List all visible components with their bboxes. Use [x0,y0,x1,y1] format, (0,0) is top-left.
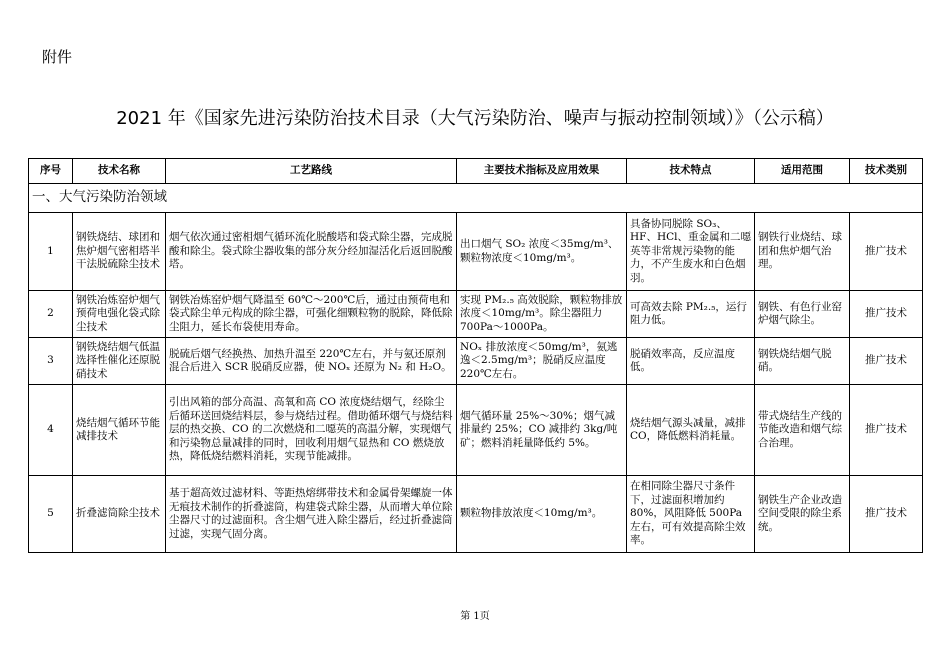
header-route: 工艺路线 [166,159,457,184]
row-name: 钢铁烧结、球团和焦炉烟气密相塔半干法脱硫除尘技术 [73,213,166,291]
row-route: 引出风箱的部分高温、高氧和高 CO 浓度烧结烟气，经除尘后循环送回烧结料层，参与烧结过程。借助循环烟气与烧结料层的热交换、CO 的二次燃烧和二噁英的高温分解，实现烟气和污染物总量减排的同时，回收利用烟气显热和 CO 燃烧放热，降低烧结燃料消耗，实现节能减排。 [166,385,457,476]
technology-table [28,158,923,553]
row-feature: 具备协同脱除 SO₃、HF、HCl、重金属和二噁英等非常规污染物的能力，不产生废水和白色烟羽。 [627,213,755,291]
header-scope: 适用范围 [755,159,850,184]
section-title: 一、大气污染防治领域 [29,184,923,213]
table-row [29,385,923,476]
page-title: 2021 年《国家先进污染防治技术目录（大气污染防治、噪声与振动控制领域）》（公示稿） [116,108,834,129]
table-header-row [29,159,923,184]
row-scope: 钢铁行业烧结、球团和焦炉烟气治理。 [755,213,850,291]
row-effect: NOₓ 排放浓度＜50mg/m³，氨逃逸＜2.5mg/m³；脱硝反应温度 220℃左右。 [457,338,627,385]
row-feature: 可高效去除 PM₂.₅，运行阻力低。 [627,291,755,338]
header-effect: 主要技术指标及应用效果 [457,159,627,184]
row-scope: 带式烧结生产线的节能改造和烟气综合治理。 [755,385,850,476]
row-route: 烟气依次通过密相烟气循环流化脱酸塔和袋式除尘器，完成脱酸和除尘。袋式除尘器收集的部分灰分经加湿活化后返回脱酸塔。 [166,213,457,291]
row-route: 钢铁冶炼窑炉烟气降温至 60℃～200℃后，通过由预荷电和袋式除尘单元构成的除尘器，可强化细颗粒物的脱除，降低除尘阻力，延长布袋使用寿命。 [166,291,457,338]
row-category: 推广技术 [850,291,923,338]
header-feature: 技术特点 [627,159,755,184]
page-number: 第 1页 [460,611,490,622]
row-scope: 钢铁烧结烟气脱硝。 [755,338,850,385]
row-no: 1 [29,213,73,291]
row-category: 推广技术 [850,385,923,476]
row-no: 3 [29,338,73,385]
row-name: 钢铁烧结烟气低温选择性催化还原脱硝技术 [73,338,166,385]
table-row [29,213,923,291]
table-row [29,476,923,553]
row-category: 推广技术 [850,338,923,385]
row-no: 5 [29,476,73,553]
row-scope: 钢铁、有色行业窑炉烟气除尘。 [755,291,850,338]
row-effect: 出口烟气 SO₂ 浓度＜35mg/m³、颗粒物浓度＜10mg/m³。 [457,213,627,291]
row-route: 脱硫后烟气经换热、加热升温至 220℃左右，并与氨还原剂混合后进入 SCR 脱硝反应器，使 NOₓ 还原为 N₂ 和 H₂O。 [166,338,457,385]
row-feature: 脱硝效率高，反应温度低。 [627,338,755,385]
row-route: 基于超高效过滤材料、等距热熔绑带技术和金属骨架螺旋一体无痕技术制作的折叠滤筒，构建袋式除尘器，从而增大单位除尘器尺寸的过滤面积。含尘烟气进入除尘器后，经过折叠滤筒过滤，实现气固分离。 [166,476,457,553]
row-no: 4 [29,385,73,476]
row-effect: 颗粒物排放浓度＜10mg/m³。 [457,476,627,553]
row-no: 2 [29,291,73,338]
annex-label: 附件 [42,48,73,66]
row-name: 钢铁冶炼窑炉烟气预荷电强化袋式除尘技术 [73,291,166,338]
row-feature: 烧结烟气源头减量，减排 CO，降低燃料消耗量。 [627,385,755,476]
row-category: 推广技术 [850,476,923,553]
header-no: 序号 [29,159,73,184]
row-effect: 烟气循环量 25%～30%；烟气减排量约 25%；CO 减排约 3kg/吨矿；燃料消耗量降低约 5%。 [457,385,627,476]
row-feature: 在相同除尘器尺寸条件下，过滤面积增加约 80%，风阻降低 500Pa 左右，可有效提高除尘效率。 [627,476,755,553]
table-row [29,291,923,338]
row-scope: 钢铁生产企业改造空间受限的除尘系统。 [755,476,850,553]
header-name: 技术名称 [73,159,166,184]
header-category: 技术类别 [850,159,923,184]
row-category: 推广技术 [850,213,923,291]
row-effect: 实现 PM₂.₅ 高效脱除，颗粒物排放浓度＜10mg/m³。除尘器阻力 700Pa～1000Pa。 [457,291,627,338]
table-row [29,338,923,385]
section-row [29,184,923,213]
row-name: 烧结烟气循环节能减排技术 [73,385,166,476]
row-name: 折叠滤筒除尘技术 [73,476,166,553]
